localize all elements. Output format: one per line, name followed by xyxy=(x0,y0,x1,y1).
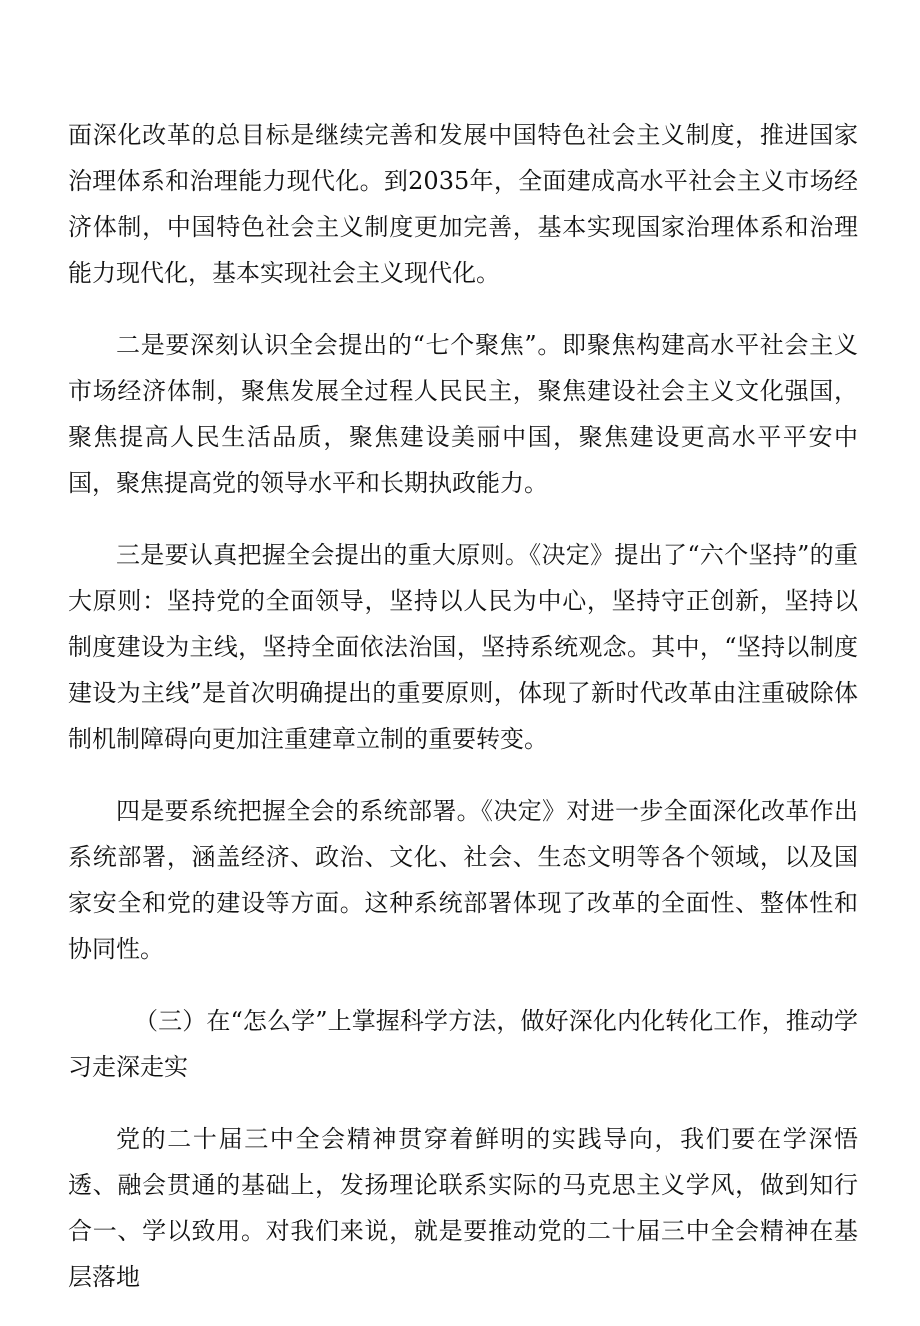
paragraph-systematic-deployment: 四是要系统把握全会的系统部署。《决定》对进一步全面深化改革作出系统部署，涵盖经济、政治、文化、社会、生态文明等各个领域，以及国家安全和党的建设等方面。这种系统部署体现了改革的全面性、整体性和协同性。 xyxy=(68,797,858,963)
paragraph-continuation: 面深化改革的总目标是继续完善和发展中国特色社会主义制度，推进国家治理体系和治理能力现代化。到2035年，全面建成高水平社会主义市场经济体制，中国特色社会主义制度更加完善，基本实现国家治理体系和治理能力现代化，基本实现社会主义现代化。 xyxy=(68,121,858,287)
section-heading-how-to-study: （三）在“怎么学”上掌握科学方法，做好深化内化转化工作，推动学习走深走实 xyxy=(68,1007,858,1081)
paragraph-major-principles: 三是要认真把握全会提出的重大原则。《决定》提出了“六个坚持”的重大原则：坚持党的全面领导，坚持以人民为中心，坚持守正创新，坚持以制度建设为主线，坚持全面依法治国，坚持系统观念。其中，“坚持以制度建设为主线”是首次明确提出的重要原则，体现了新时代改革由注重破除体制机制障碍向更加注重建章立制的重要转变。 xyxy=(68,541,858,753)
document-body xyxy=(68,112,858,1326)
paragraph-seven-focuses: 二是要深刻认识全会提出的“七个聚焦”。即聚焦构建高水平社会主义市场经济体制，聚焦发展全过程人民民主，聚焦建设社会主义文化强国，聚焦提高人民生活品质，聚焦建设美丽中国，聚焦建设更高水平平安中国，聚焦提高党的领导水平和长期执政能力。 xyxy=(68,331,858,497)
paragraph-practice-orientation: 党的二十届三中全会精神贯穿着鲜明的实践导向，我们要在学深悟透、融会贯通的基础上，发扬理论联系实际的马克思主义学风，做到知行合一、学以致用。对我们来说，就是要推动党的二十届三中全会精神在基层落地 xyxy=(68,1125,858,1291)
